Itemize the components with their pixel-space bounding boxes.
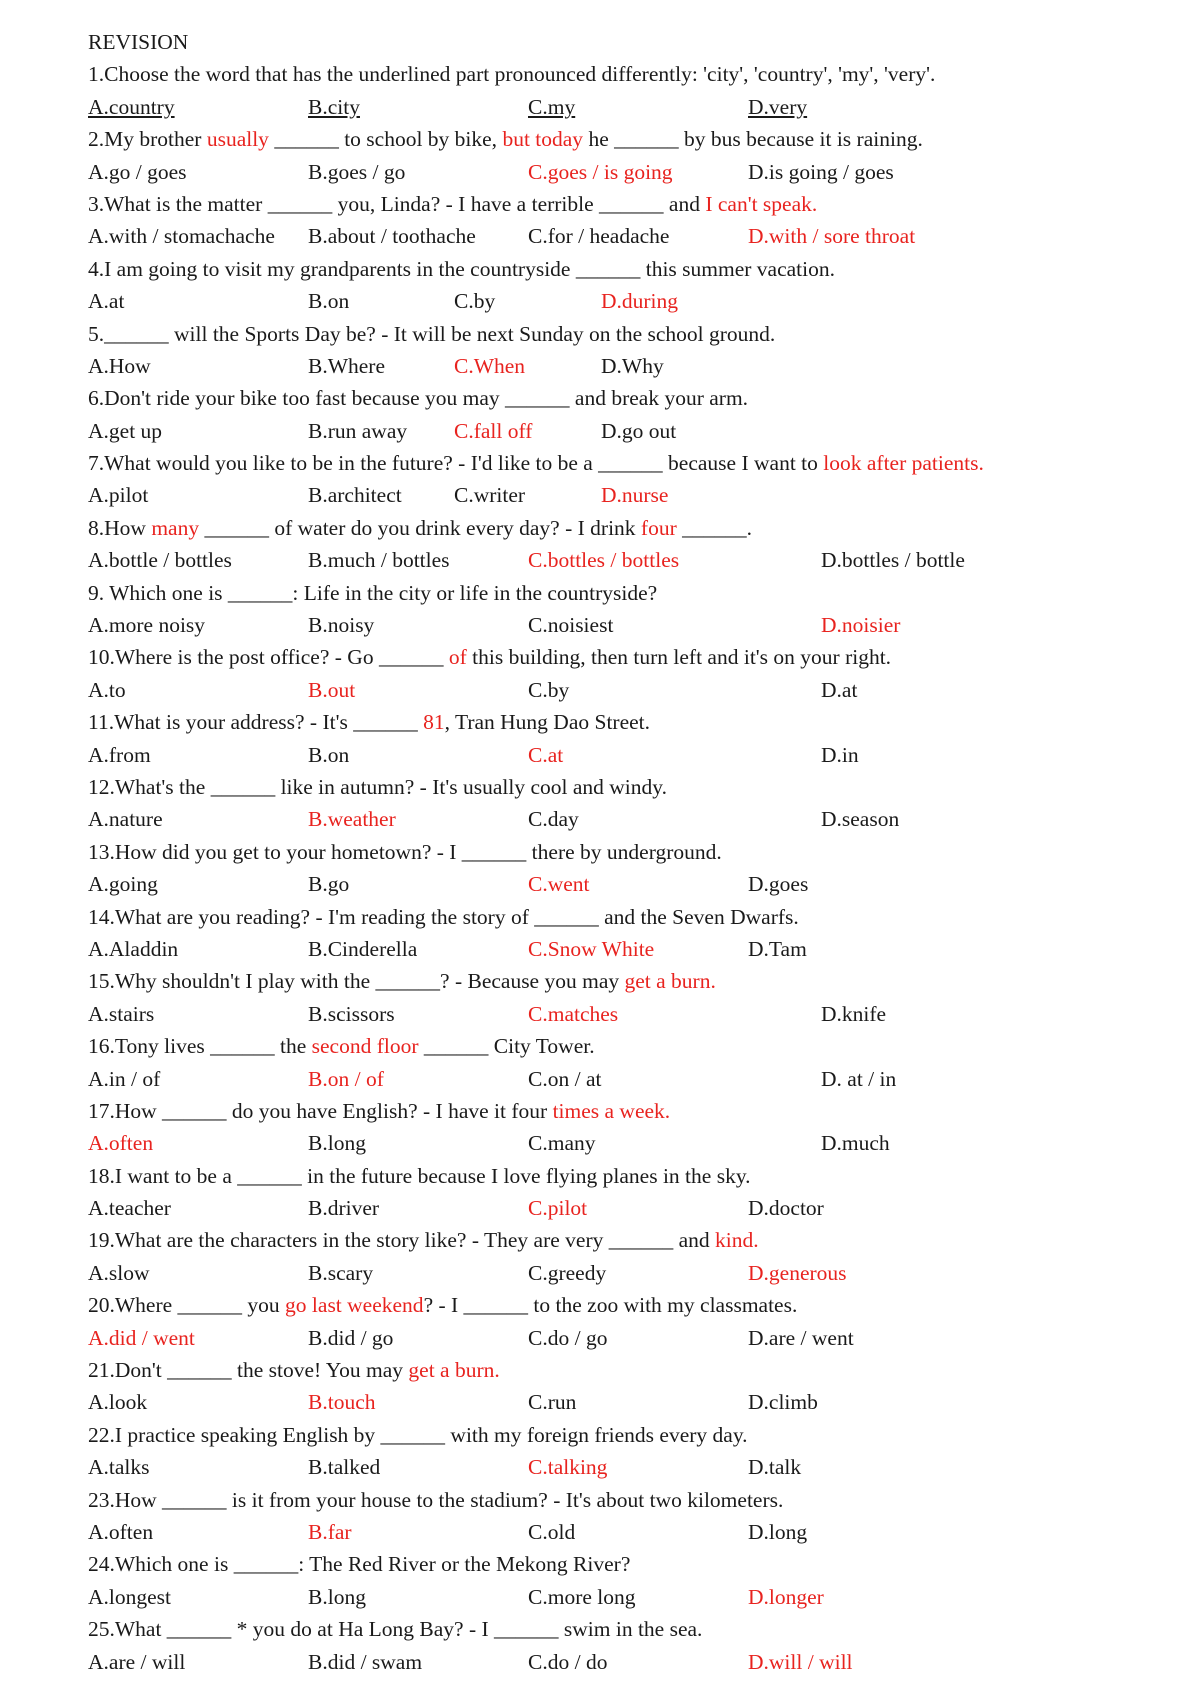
question-1 [88, 58, 1168, 90]
option-d: D.is going / goes [748, 159, 894, 184]
options-row-15 [88, 998, 1168, 1030]
question-text-segment: usually [206, 127, 269, 152]
question-text-segment: 81 [423, 710, 445, 735]
option-d: D.long [748, 1519, 808, 1544]
options-row-13 [88, 868, 1168, 900]
question-text-segment: 12.What's the ______ like in autumn? - It's usually cool and windy. [88, 774, 667, 799]
option-a: A.pilot [88, 483, 149, 508]
option-b: B.out [308, 677, 356, 702]
option-b: B.run away [308, 418, 408, 443]
option-b: B.goes / go [308, 159, 406, 184]
options-row-9 [88, 609, 1168, 641]
question-3 [88, 188, 1168, 220]
option-d: D.talk [748, 1455, 802, 1480]
worksheet [88, 26, 1168, 1678]
question-text-segment: 18.I want to be a ______ in the future because I love flying planes in the sky. [88, 1163, 751, 1188]
option-a: A.in / of [88, 1066, 161, 1091]
option-d: D.nurse [601, 483, 669, 508]
question-text-segment: 9. Which one is ______: Life in the city or life in the countryside? [88, 580, 658, 605]
option-a: A.teacher [88, 1196, 171, 1221]
option-b: B.did / swam [308, 1649, 423, 1674]
question-text-segment: 10.Where is the post office? - Go ______ [88, 645, 449, 670]
question-7 [88, 447, 1168, 479]
options-row-2 [88, 156, 1168, 188]
option-c: C.my [528, 94, 576, 119]
options-row-6 [88, 415, 1168, 447]
question-text-segment: 16.Tony lives ______ the [88, 1034, 312, 1059]
question-text-segment: 7.What would you like to be in the future? - I'd like to be a ______ because I want to [88, 451, 824, 476]
option-a: A.How [88, 353, 151, 378]
option-a: A.are / will [88, 1649, 186, 1674]
question-text-segment: times a week. [552, 1098, 671, 1123]
question-text-segment: go last weekend [285, 1293, 424, 1318]
option-b: B.talked [308, 1455, 381, 1480]
options-row-19 [88, 1257, 1168, 1289]
option-c: C.for / headache [528, 224, 670, 249]
question-text-segment: four [640, 515, 677, 540]
options-row-21 [88, 1386, 1168, 1418]
option-d: D. at / in [821, 1066, 897, 1091]
options-row-16 [88, 1063, 1168, 1095]
question-text-segment: 15.Why shouldn't I play with the ______? - Because you may [88, 969, 625, 994]
option-c: C.went [528, 872, 590, 897]
question-text-segment: 20.Where ______ you [88, 1293, 286, 1318]
option-a: A.nature [88, 807, 163, 832]
question-text-segment: 8.How [88, 515, 152, 540]
option-a: A.did / went [88, 1325, 195, 1350]
question-17 [88, 1095, 1168, 1127]
question-text-segment: kind. [715, 1228, 759, 1253]
option-c: C.old [528, 1519, 576, 1544]
option-a: A.often [88, 1131, 154, 1156]
option-a: A.look [88, 1390, 148, 1415]
option-a: A.stairs [88, 1001, 155, 1026]
question-16 [88, 1030, 1168, 1062]
option-a: A.to [88, 677, 126, 702]
option-b: B.on / of [308, 1066, 384, 1091]
option-d: D.much [821, 1131, 890, 1156]
option-d: D.season [821, 807, 900, 832]
option-a: A.Aladdin [88, 936, 179, 961]
question-11 [88, 706, 1168, 738]
option-b: B.Where [308, 353, 386, 378]
option-c: C.by [454, 289, 496, 314]
option-b: B.go [308, 872, 350, 897]
option-d: D.at [821, 677, 858, 702]
option-b: B.on [308, 742, 350, 767]
option-c: C.day [528, 807, 579, 832]
option-a: A.get up [88, 418, 163, 443]
option-d: D.in [821, 742, 859, 767]
question-text-segment: 13.How did you get to your hometown? - I ______ there by underground. [88, 839, 722, 864]
option-c: C.at [528, 742, 564, 767]
option-d: D.during [601, 289, 679, 314]
option-a: A.talks [88, 1455, 150, 1480]
question-text-segment: 5.______ will the Sports Day be? - It will be next Sunday on the school ground. [88, 321, 776, 346]
option-c: C.more long [528, 1584, 636, 1609]
question-text-segment: ______ to school by bike, [268, 127, 503, 152]
question-text-segment: 1.Choose the word that has the underlined part pronounced differently: 'city', 'country', 'my', 'very'. [88, 62, 936, 87]
option-d: D.longer [748, 1584, 824, 1609]
question-text-segment: 17.How ______ do you have English? - I have it four [88, 1098, 553, 1123]
option-a: A.bottle / bottles [88, 548, 232, 573]
option-d: D.Why [601, 353, 664, 378]
worksheet-title: REVISION [88, 30, 189, 54]
question-text-segment: many [151, 515, 200, 540]
question-text-segment: this building, then turn left and it's on your right. [466, 645, 892, 670]
question-text-segment: 19.What are the characters in the story like? - They are very ______ and [88, 1228, 716, 1253]
option-b: B.on [308, 289, 350, 314]
question-text-segment: ? - I ______ to the zoo with my classmates. [423, 1293, 798, 1318]
option-d: D.climb [748, 1390, 818, 1415]
option-a: A.go / goes [88, 159, 187, 184]
question-text-segment: , Tran Hung Dao Street. [444, 710, 651, 735]
options-row-11 [88, 739, 1168, 771]
question-text-segment: but today [502, 127, 584, 152]
question-text-segment: look after patients. [823, 451, 984, 476]
option-c: C.bottles / bottles [528, 548, 680, 573]
question-21 [88, 1354, 1168, 1386]
question-text-segment: of [448, 645, 467, 670]
options-row-12 [88, 803, 1168, 835]
option-c: C.greedy [528, 1260, 607, 1285]
option-c: C.do / do [528, 1649, 608, 1674]
question-9 [88, 577, 1168, 609]
option-c: C.goes / is going [528, 159, 673, 184]
options-row-24 [88, 1581, 1168, 1613]
question-10 [88, 641, 1168, 673]
question-text-segment: 25.What ______ * you do at Ha Long Bay? - I ______ swim in the sea. [88, 1617, 703, 1642]
option-d: D.noisier [821, 613, 901, 638]
question-19 [88, 1224, 1168, 1256]
question-text-segment: ______. [676, 515, 752, 540]
option-b: B.scissors [308, 1001, 395, 1026]
question-13 [88, 836, 1168, 868]
question-text-segment: ______ of water do you drink every day? - I drink [199, 515, 641, 540]
option-c: C.on / at [528, 1066, 602, 1091]
question-text-segment: 21.Don't ______ the stove! You may [88, 1358, 409, 1383]
option-c: C.writer [454, 483, 526, 508]
question-text-segment: 24.Which one is ______: The Red River or the Mekong River? [88, 1552, 631, 1577]
question-text-segment: get a burn. [408, 1358, 500, 1383]
options-row-14 [88, 933, 1168, 965]
options-row-3 [88, 220, 1168, 252]
options-row-7 [88, 479, 1168, 511]
question-text-segment: 4.I am going to visit my grandparents in the countryside ______ this summer vacation. [88, 256, 835, 281]
options-row-17 [88, 1127, 1168, 1159]
question-8 [88, 512, 1168, 544]
question-24 [88, 1548, 1168, 1580]
question-14 [88, 901, 1168, 933]
option-a: A.at [88, 289, 125, 314]
option-b: B.noisy [308, 613, 375, 638]
option-d: D.will / will [748, 1649, 853, 1674]
option-d: D.knife [821, 1001, 887, 1026]
question-text-segment: he ______ by bus because it is raining. [583, 127, 923, 152]
option-b: B.did / go [308, 1325, 394, 1350]
option-b: B.scary [308, 1260, 374, 1285]
option-c: C.talking [528, 1455, 608, 1480]
question-5 [88, 318, 1168, 350]
options-row-18 [88, 1192, 1168, 1224]
options-row-25 [88, 1646, 1168, 1678]
question-list [88, 58, 1168, 1678]
question-text-segment: 22.I practice speaking English by ______ with my foreign friends every day. [88, 1422, 748, 1447]
option-c: C.noisiest [528, 613, 614, 638]
option-c: C.many [528, 1131, 596, 1156]
option-c: C.When [454, 353, 526, 378]
option-b: B.far [308, 1519, 352, 1544]
option-b: B.touch [308, 1390, 376, 1415]
question-22 [88, 1419, 1168, 1451]
option-a: A.often [88, 1519, 154, 1544]
question-text-segment: 14.What are you reading? - I'm reading the story of ______ and the Seven Dwarfs. [88, 904, 799, 929]
option-c: C.do / go [528, 1325, 608, 1350]
option-d: D.very [748, 94, 808, 119]
options-row-4 [88, 285, 1168, 317]
option-b: B.about / toothache [308, 224, 476, 249]
question-4 [88, 253, 1168, 285]
question-text-segment: 11.What is your address? - It's ______ [88, 710, 424, 735]
question-text-segment: 2.My brother [88, 127, 207, 152]
option-d: D.generous [748, 1260, 847, 1285]
question-12 [88, 771, 1168, 803]
option-d: D.go out [601, 418, 677, 443]
question-20 [88, 1289, 1168, 1321]
option-b: B.architect [308, 483, 402, 508]
option-a: A.more noisy [88, 613, 206, 638]
options-row-20 [88, 1322, 1168, 1354]
question-text-segment: get a burn. [624, 969, 716, 994]
option-b: B.weather [308, 807, 396, 832]
option-a: A.longest [88, 1584, 172, 1609]
option-c: C.run [528, 1390, 577, 1415]
option-b: B.long [308, 1584, 366, 1609]
option-a: A.slow [88, 1260, 150, 1285]
option-d: D.with / sore throat [748, 224, 916, 249]
option-b: B.much / bottles [308, 548, 450, 573]
options-row-8 [88, 544, 1168, 576]
option-d: D.are / went [748, 1325, 854, 1350]
option-c: C.Snow White [528, 936, 655, 961]
question-15 [88, 965, 1168, 997]
option-a: A.country [88, 94, 175, 119]
option-c: C.fall off [454, 418, 533, 443]
option-c: C.matches [528, 1001, 619, 1026]
options-row-1 [88, 91, 1168, 123]
options-row-23 [88, 1516, 1168, 1548]
option-c: C.pilot [528, 1196, 588, 1221]
option-c: C.by [528, 677, 570, 702]
question-23 [88, 1484, 1168, 1516]
question-25 [88, 1613, 1168, 1645]
options-row-10 [88, 674, 1168, 706]
option-d: D.goes [748, 872, 809, 897]
question-text-segment: 3.What is the matter ______ you, Linda? - I have a terrible ______ and [88, 191, 706, 216]
option-b: B.Cinderella [308, 936, 418, 961]
option-d: D.bottles / bottle [821, 548, 965, 573]
option-a: A.with / stomachache [88, 224, 275, 249]
question-text-segment: ______ City Tower. [418, 1034, 595, 1059]
option-b: B.city [308, 94, 360, 119]
question-text-segment: I can't speak. [705, 191, 818, 216]
option-a: A.from [88, 742, 151, 767]
question-text-segment: 23.How ______ is it from your house to the stadium? - It's about two kilometers. [88, 1487, 784, 1512]
question-18 [88, 1160, 1168, 1192]
option-d: D.doctor [748, 1196, 824, 1221]
option-b: B.long [308, 1131, 366, 1156]
options-row-5 [88, 350, 1168, 382]
question-6 [88, 382, 1168, 414]
question-text-segment: second floor [311, 1034, 419, 1059]
question-text-segment: 6.Don't ride your bike too fast because you may ______ and break your arm. [88, 386, 749, 411]
options-row-22 [88, 1451, 1168, 1483]
option-d: D.Tam [748, 936, 807, 961]
question-2 [88, 123, 1168, 155]
option-b: B.driver [308, 1196, 380, 1221]
option-a: A.going [88, 872, 158, 897]
